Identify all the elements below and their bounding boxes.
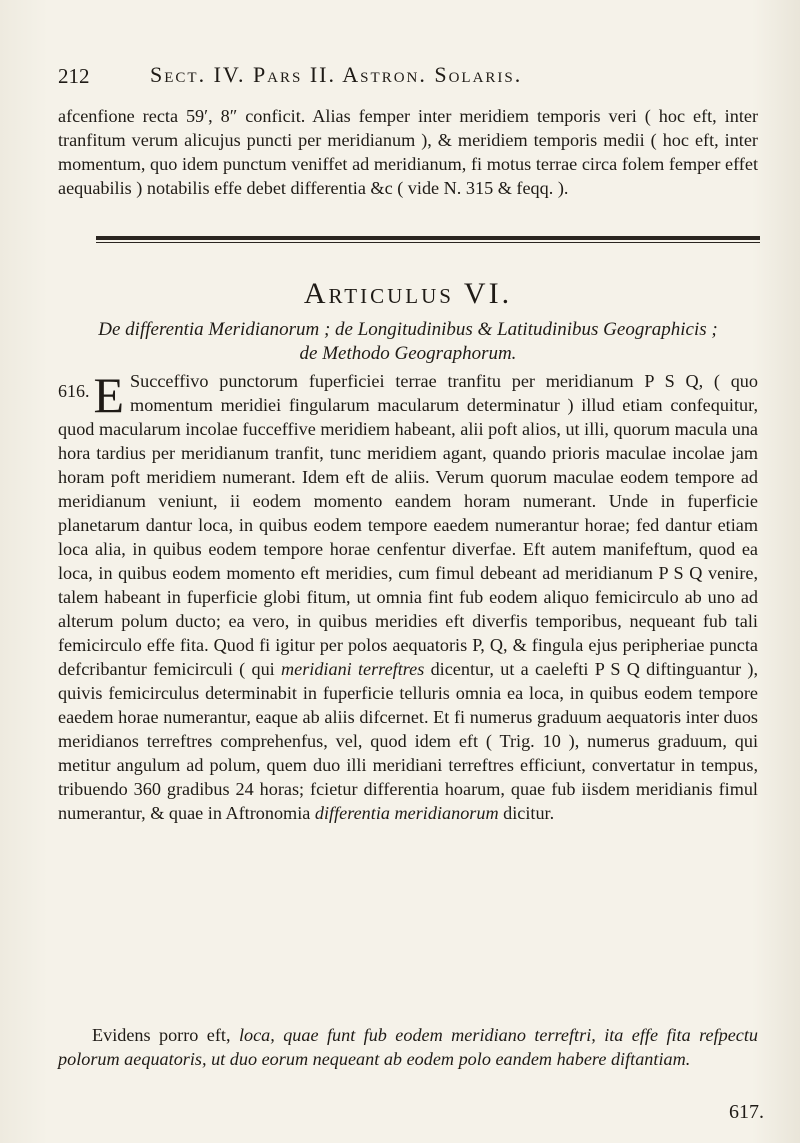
article-subtitle-line-1: De differentia Meridianorum ; de Longitudinibus & Latitudinibus Geographicis ; bbox=[98, 319, 718, 340]
paragraph-number: 616. bbox=[58, 381, 90, 401]
page-header bbox=[58, 60, 758, 90]
paragraph-616-text-1: Succeffivo punctorum fuperficiei terrae tranfitu per meridianum P S Q, ( quo momentum meridiei fingularum macularum determinatur ) illud etiam confequitur, quod macularum incolae fucceffive meridiem habeant, alii poft alios, ut illi, quorum macula una hora tardius per meridianum tranfit, tunc meridiem agant, quando prioris maculae incolae jam horam poft meridiem numerant. Idem eft de aliis. Verum quorum maculae eodem tempore ad meridianum veniunt, ii eodem momento eandem horam numerant. Unde in fuperficie planetarum dantur loca, in quibus eodem tempore eaedem numerantur horae; fed dantur etiam loca alia, in quibus eodem tempore horae cenfentur diverfae. Eft autem manifeftum, quod ea loca, in quibus eodem momento eft meridies, cum fimul debeant ad meridianum P S Q venire, talem habeant in fuperficie globi fitum, ut omnia fint fub eodem aliquo femicirculo ab uno ad alterum polum ducto; ea vero, in quibus meridies eft diverfis temporibus, nequeant fub tali femicirculo effe fita. Quod fi igitur per polos aequatoris P, Q, & fingula ejus peripheriae puncta defcribantur femicirculi ( qui bbox=[58, 371, 758, 679]
page-number: 212 bbox=[58, 64, 90, 88]
paragraph-616-text-3: dicitur. bbox=[498, 803, 555, 823]
paragraph-evidens bbox=[58, 1023, 758, 1071]
evidens-text: Evidens porro eft, bbox=[92, 1025, 239, 1045]
article-title: Articulus VI. bbox=[303, 277, 513, 310]
drop-cap: E bbox=[93, 367, 125, 423]
italic-term-meridiani: meridiani terreftres bbox=[280, 659, 425, 679]
section-rule-thin bbox=[96, 242, 760, 243]
italic-term-differentia: differentia meridianorum bbox=[314, 803, 499, 823]
paragraph-616-text-2: dicentur, ut a caelefti P S Q diftinguantur ), quivis femicirculus determinabit in fuperficie telluris omnia ea loca, in quibus eodem tempore eaedem horae numerantur, eaque ab aliis difcernet. Et fi numerus graduum aequatoris inter duos meridianos terreftres comprehenfus, vel, quod idem eft ( Trig. 10 ), numerus graduum, qui metitur angulum ad polum, quem duo illi meridiani terreftres efficiunt, convertatur in tempus, tribuendo 360 gradibus 24 horas; fcietur differentia hoarum, quae fub iisdem meridianis fimul numerantur, & quae in Aftronomia bbox=[58, 659, 759, 823]
section-rule-thick bbox=[96, 236, 760, 240]
article-subtitle bbox=[58, 318, 758, 366]
catchword: 617. bbox=[729, 1101, 764, 1123]
paragraph-top: afcenfione recta 59′, 8″ conficit. Alias femper inter meridiem temporis veri ( hoc eft, inter tranfitum verum alicujus puncti per meridianum ), & meridiem temporis medii ( hoc eft, inter momentum, quo idem punctum veniffet ad meridianum, fi motus terrae circa folem femper effet aequabilis ) notabilis effe debet differentia &c ( vide N. 315 & feqq. ). bbox=[58, 106, 758, 198]
paragraph-616 bbox=[58, 369, 758, 825]
running-head: Sect. IV. Pars II. Astron. Solaris. bbox=[150, 62, 523, 87]
evidens-italic: loca, quae funt fub eodem meridiano terreftri, ita effe fita refpectu polorum aequatoris, ut duo eorum nequeant ab eodem polo eandem habere diftantiam. bbox=[58, 1025, 759, 1069]
article-subtitle-line-2: de Methodo Geographorum. bbox=[299, 343, 517, 364]
